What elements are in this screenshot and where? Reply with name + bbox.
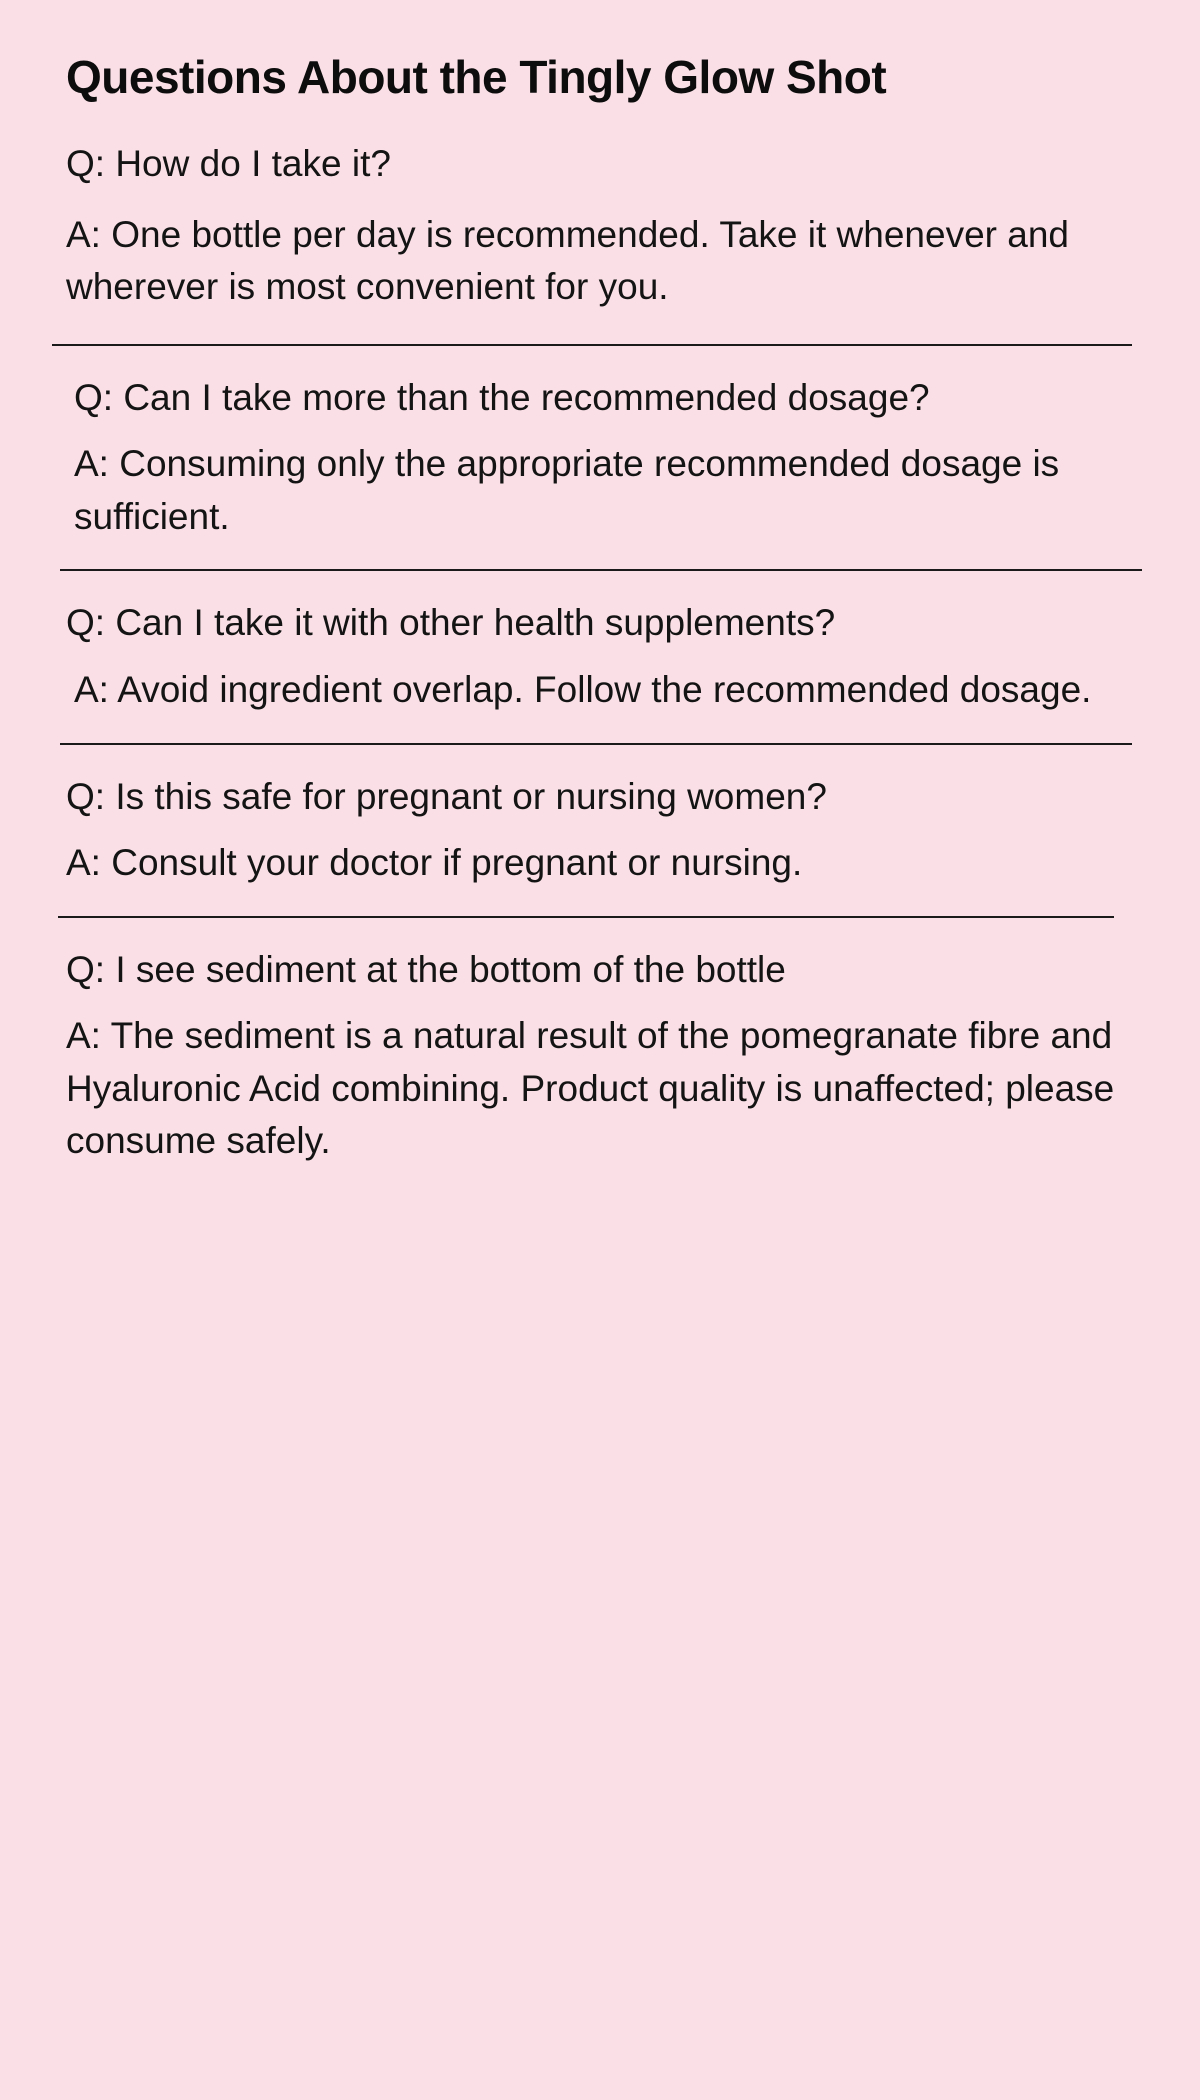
faq-answer: A: Consuming only the appropriate recommended dosage is sufficient. [74, 443, 1060, 537]
faq-answer: A: Consult your doctor if pregnant or nursing. [66, 842, 803, 884]
faq-question: Q: Can I take it with other health supplements? [66, 602, 836, 644]
faq-divider [60, 743, 1132, 745]
faq-answer: A: One bottle per day is recommended. Take it whenever and wherever is most convenient for you. [66, 213, 1069, 308]
faq-item [66, 138, 1142, 346]
faq-question: Q: Is this safe for pregnant or nursing women? [66, 775, 827, 817]
faq-question: Q: Can I take more than the recommended dosage? [74, 376, 930, 418]
faq-question: Q: I see sediment at the bottom of the bottle [66, 948, 786, 990]
faq-item [66, 597, 1142, 744]
faq-list [66, 138, 1142, 1167]
faq-answer: A: The sediment is a natural result of the pomegranate fibre and Hyaluronic Acid combining. Product quality is unaffected; please consume safely. [66, 1015, 1115, 1162]
faq-divider [58, 916, 1114, 918]
faq-item [66, 771, 1142, 918]
faq-divider [52, 344, 1132, 346]
faq-answer: A: Avoid ingredient overlap. Follow the recommended dosage. [74, 668, 1092, 710]
page-title: Questions About the Tingly Glow Shot [66, 51, 887, 103]
faq-item [66, 372, 1142, 572]
faq-item [66, 944, 1142, 1168]
faq-divider [60, 569, 1142, 571]
faq-question: Q: How do I take it? [66, 143, 391, 185]
